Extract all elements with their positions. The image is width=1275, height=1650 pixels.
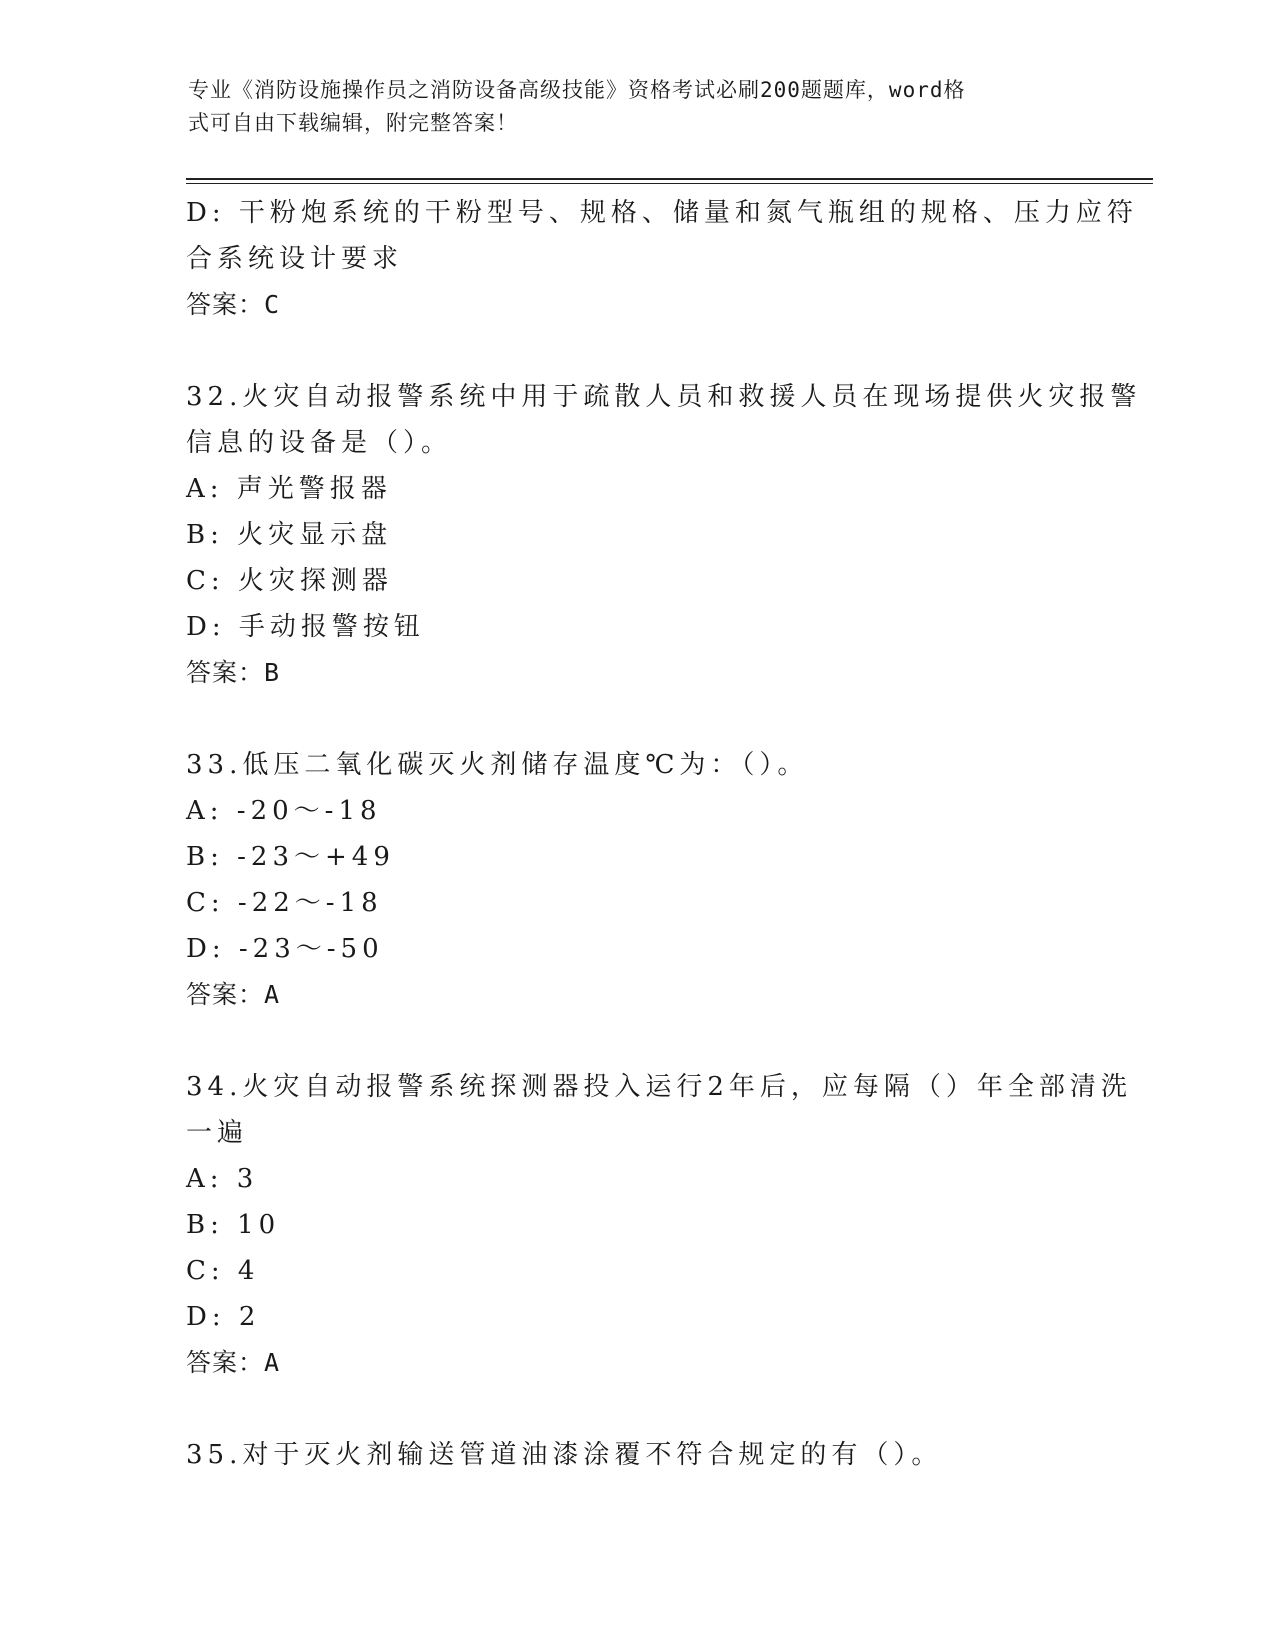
question-stem-line-1: 34.火灾自动报警系统探测器投入运行2年后，应每隔（）年全部清洗 <box>186 1072 1132 1102</box>
question-stem-line-1: 32.火灾自动报警系统中用于疏散人员和救援人员在现场提供火灾报警 <box>186 382 1142 412</box>
header-line-2: 式可自由下载编辑，附完整答案！ <box>188 111 518 135</box>
option-d-line-1: D: 干粉炮系统的干粉型号、规格、储量和氮气瓶组的规格、压力应符 <box>186 198 1138 228</box>
option-a: A: 声光警报器 <box>186 474 392 504</box>
question-34 <box>186 1064 1132 1386</box>
option-a: A: 3 <box>186 1164 259 1194</box>
question-31-continued <box>186 190 1138 328</box>
question-stem-line-1: 33.低压二氧化碳灭火剂储存温度℃为：（）。 <box>186 750 809 780</box>
header-divider-thin <box>186 183 1153 184</box>
option-d: D: 手动报警按钮 <box>186 612 425 642</box>
answer-line <box>186 282 1076 328</box>
question-35 <box>186 1432 1076 1478</box>
header-line-1: 专业《消防设施操作员之消防设备高级技能》资格考试必刷200题题库，word格 <box>188 78 966 102</box>
question-stem-line-2: 一遍 <box>186 1118 249 1148</box>
option-d-line-2: 合系统设计要求 <box>186 244 404 274</box>
question-stem-line-1: 35.对于灭火剂输送管道油漆涂覆不符合规定的有（）。 <box>186 1440 943 1470</box>
answer-line <box>186 1340 1076 1386</box>
answer-value: B <box>264 658 281 687</box>
option-d: D: 2 <box>186 1302 261 1332</box>
answer-label: 答案： <box>186 1348 265 1377</box>
answer-label: 答案： <box>186 658 265 687</box>
option-c: C: 4 <box>186 1256 260 1286</box>
answer-value: A <box>264 980 281 1009</box>
question-stem-line-2: 信息的设备是（）。 <box>186 428 453 458</box>
answer-label: 答案： <box>186 980 265 1009</box>
answer-value: C <box>264 290 281 319</box>
option-b: B: -23～+49 <box>186 842 395 872</box>
document-header <box>188 74 1068 140</box>
option-b: B: 10 <box>186 1210 281 1240</box>
question-32 <box>186 374 1142 696</box>
option-a: A: -20～-18 <box>186 796 382 826</box>
header-divider-thick <box>186 178 1153 180</box>
option-c: C: 火灾探测器 <box>186 566 393 596</box>
question-33 <box>186 742 1076 1018</box>
option-b: B: 火灾显示盘 <box>186 520 393 550</box>
answer-line <box>186 972 1076 1018</box>
answer-line <box>186 650 1076 696</box>
option-d: D: -23～-50 <box>186 934 384 964</box>
answer-value: A <box>264 1348 281 1377</box>
question-list <box>186 190 1142 1478</box>
answer-label: 答案： <box>186 290 265 319</box>
option-c: C: -22～-18 <box>186 888 383 918</box>
